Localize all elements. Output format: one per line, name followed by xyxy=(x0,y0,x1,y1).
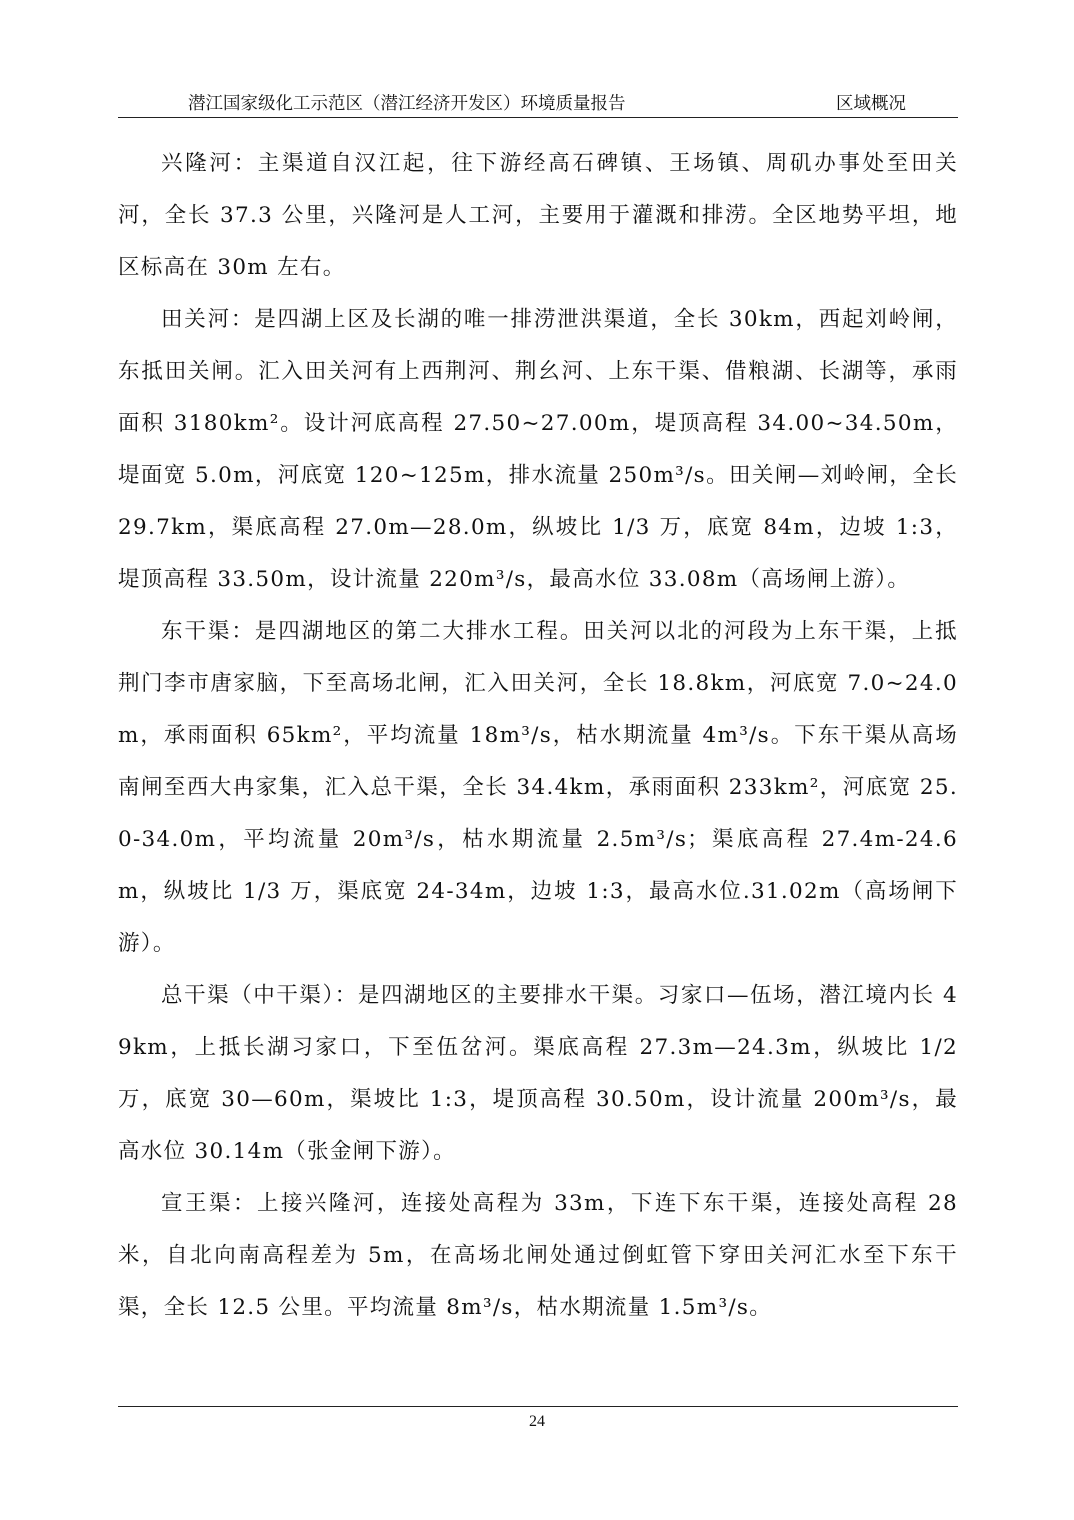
paragraph-main-canal: 总干渠（中干渠）：是四湖地区的主要排水干渠。习家口—伍场，潜江境内长 49km，上抵长湖习家口，下至伍岔河。渠底高程 27.3m—24.3m，纵坡比 1/2 万，底宽 30—60m，渠坡比 1:3，堤顶高程 30.50m，设计流量 200m³/s，最高水位 30.14m（张金闸下游）。 xyxy=(118,983,958,1164)
section-title: 区域概况 xyxy=(836,94,906,114)
paragraph-east-canal: 东干渠：是四湖地区的第二大排水工程。田关河以北的河段为上东干渠，上抵荆门李市唐家脑，下至高场北闸，汇入田关河，全长 18.8km，河底宽 7.0~24.0m，承雨面积 65km²，平均流量 18m³/s，枯水期流量 4m³/s。下东干渠从高场南闸至西大冉家集，汇入总干渠，全长 34.4km，承雨面积 233km²，河底宽 25.0-34.0m，平均流量 20m³/s，枯水期流量 2.5m³/s；渠底高程 27.4m-24.6m，纵坡比 1/3 万，渠底宽 24-34m，边坡 1:3，最高水位.31.02m（高场闸下游）。 xyxy=(118,619,958,956)
page-header xyxy=(118,86,958,118)
paragraph-tianguan-river: 田关河：是四湖上区及长湖的唯一排涝泄洪渠道，全长 30km，西起刘岭闸，东抵田关闸。汇入田关河有上西荆河、荆幺河、上东干渠、借粮湖、长湖等，承雨面积 3180km²。设计河底高程 27.50~27.00m，堤顶高程 34.00~34.50m，堤面宽 5.0m，河底宽 120~125m，排水流量 250m³/s。田关闸—刘岭闸，全长 29.7km，渠底高程 27.0m—28.0m，纵坡比 1/3 万，底宽 84m，边坡 1:3，堤顶高程 33.50m，设计流量 220m³/s，最高水位 33.08m（高场闸上游）。 xyxy=(118,307,958,592)
footer-divider xyxy=(118,1406,958,1407)
paragraph-xuanwang-canal: 宣王渠：上接兴隆河，连接处高程为 33m，下连下东干渠，连接处高程 28 米，自北向南高程差为 5m，在高场北闸处通过倒虹管下穿田关河汇水至下东干渠，全长 12.5 公里。平均流量 8m³/s，枯水期流量 1.5m³/s。 xyxy=(118,1191,958,1320)
document-body xyxy=(118,138,958,1334)
report-title: 潜江国家级化工示范区（潜江经济开发区）环境质量报告 xyxy=(188,94,626,114)
page-number: 24 xyxy=(529,1413,545,1430)
paragraph-xinglong-river: 兴隆河：主渠道自汉江起，往下游经高石碑镇、王场镇、周矶办事处至田关河，全长 37.3 公里，兴隆河是人工河，主要用于灌溉和排涝。全区地势平坦，地区标高在 30m 左右。 xyxy=(118,151,958,280)
